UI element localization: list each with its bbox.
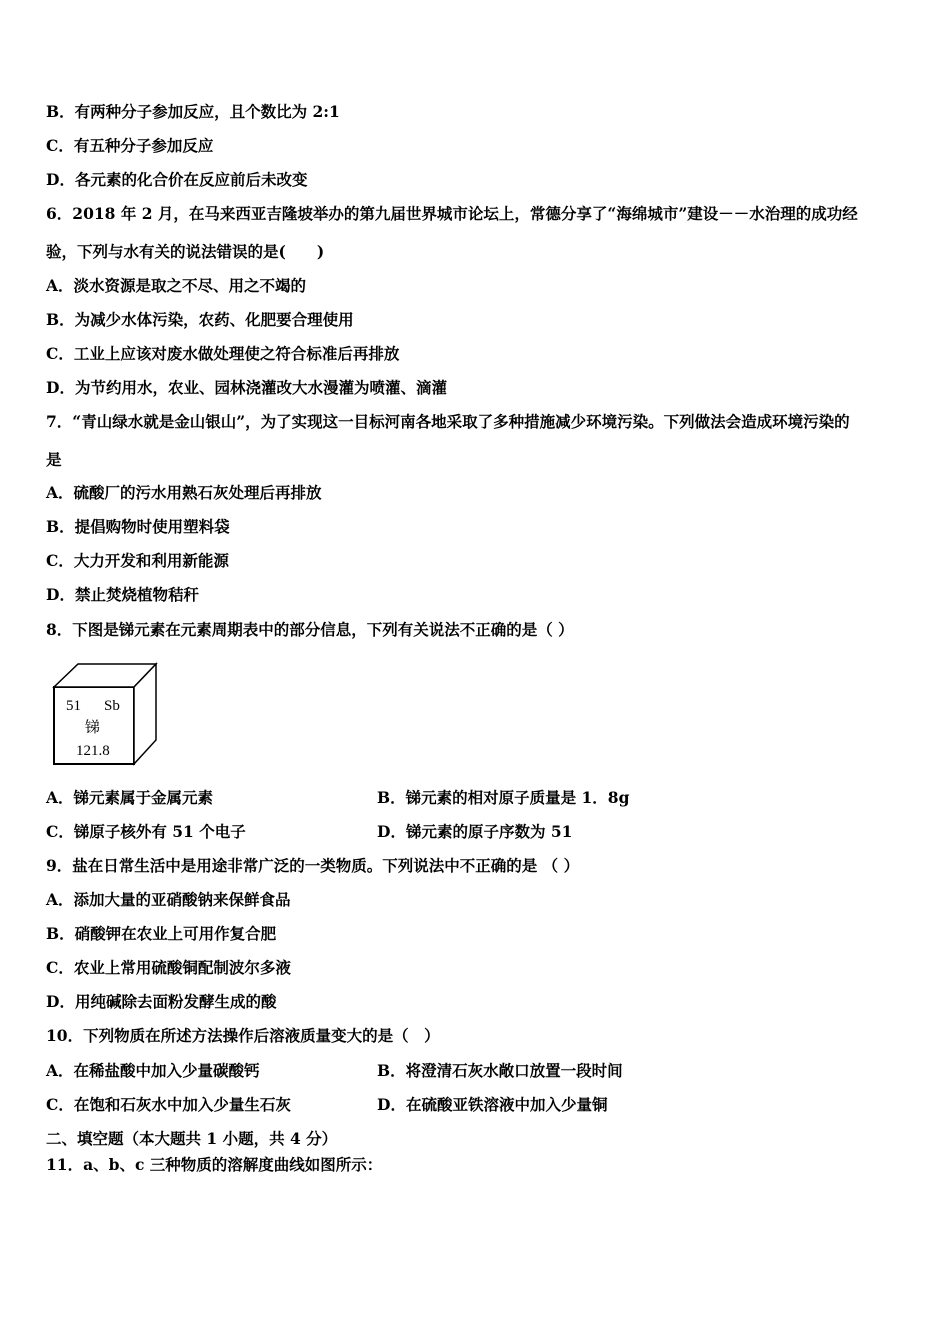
q9-option-a: A．添加大量的亚硝酸钠来保鲜食品 — [46, 890, 291, 909]
q10-stem: 10．下列物质在所述方法操作后溶液质量变大的是（ ） — [46, 1026, 440, 1045]
q8-option-c: C．锑原子核外有 51 个电子 — [46, 822, 246, 841]
q8-option-a: A．锑元素属于金属元素 — [46, 788, 214, 807]
q6-stem-line2: 验，下列与水有关的说法错误的是( ) — [46, 242, 325, 261]
element-cell-figure — [48, 662, 158, 767]
q7-option-b: B．提倡购物时使用塑料袋 — [46, 517, 230, 536]
q9-stem: 9．盐在日常生活中是用途非常广泛的一类物质。下列说法中不正确的是 （ ） — [46, 856, 580, 875]
q6-stem-line1: 6．2018 年 2 月，在马来西亚吉隆坡举办的第九届世界城市论坛上，常德分享了“海绵城市”建设－－水治理的成功经 — [46, 204, 858, 223]
q7-option-c: C．大力开发和利用新能源 — [46, 551, 229, 570]
q11-stem: 11．a、b、c 三种物质的溶解度曲线如图所示： — [46, 1155, 383, 1174]
q8-option-d: D．锑元素的原子序数为 51 — [377, 822, 573, 841]
q8-option-b: B．锑元素的相对原子质量是 1．8g — [377, 788, 630, 807]
q7-stem-line2: 是 — [46, 450, 62, 469]
q6-option-b: B．为减少水体污染，农药、化肥要合理使用 — [46, 310, 354, 329]
q10-option-c: C．在饱和石灰水中加入少量生石灰 — [46, 1095, 291, 1114]
q7-stem-line1: 7．“青山绿水就是金山银山”，为了实现这一目标河南各地采取了多种措施减少环境污染。下列做法会造成环境污染的 — [46, 412, 850, 431]
q10-option-d: D．在硫酸亚铁溶液中加入少量铜 — [377, 1095, 608, 1114]
element-symbol: Sb — [104, 698, 120, 714]
q9-option-b: B．硝酸钾在农业上可用作复合肥 — [46, 924, 277, 943]
q7-option-a: A．硫酸厂的污水用熟石灰处理后再排放 — [46, 483, 322, 502]
q7-option-d: D．禁止焚烧植物秸秆 — [46, 585, 199, 604]
q6-option-a: A．淡水资源是取之不尽、用之不竭的 — [46, 276, 307, 295]
q5-option-b: B．有两种分子参加反应，且个数比为 2:1 — [46, 102, 340, 121]
section-heading-fill-in: 二、填空题（本大题共 1 小题，共 4 分） — [46, 1129, 338, 1148]
q6-option-c: C．工业上应该对废水做处理使之符合标准后再排放 — [46, 344, 400, 363]
q5-option-c: C．有五种分子参加反应 — [46, 136, 214, 155]
q5-option-d: D．各元素的化合价在反应前后未改变 — [46, 170, 308, 189]
q9-option-d: D．用纯碱除去面粉发酵生成的酸 — [46, 992, 277, 1011]
element-name: 锑 — [85, 720, 101, 736]
q10-option-a: A．在稀盐酸中加入少量碳酸钙 — [46, 1061, 260, 1080]
q9-option-c: C．农业上常用硫酸铜配制波尔多液 — [46, 958, 291, 977]
atomic-mass: 121.8 — [76, 743, 110, 759]
atomic-number: 51 — [66, 698, 81, 714]
q8-stem: 8．下图是锑元素在元素周期表中的部分信息，下列有关说法不正确的是（ ） — [46, 620, 574, 639]
q10-option-b: B．将澄清石灰水敞口放置一段时间 — [377, 1061, 623, 1080]
q6-option-d: D．为节约用水，农业、园林浇灌改大水漫灌为喷灌、滴灌 — [46, 378, 447, 397]
